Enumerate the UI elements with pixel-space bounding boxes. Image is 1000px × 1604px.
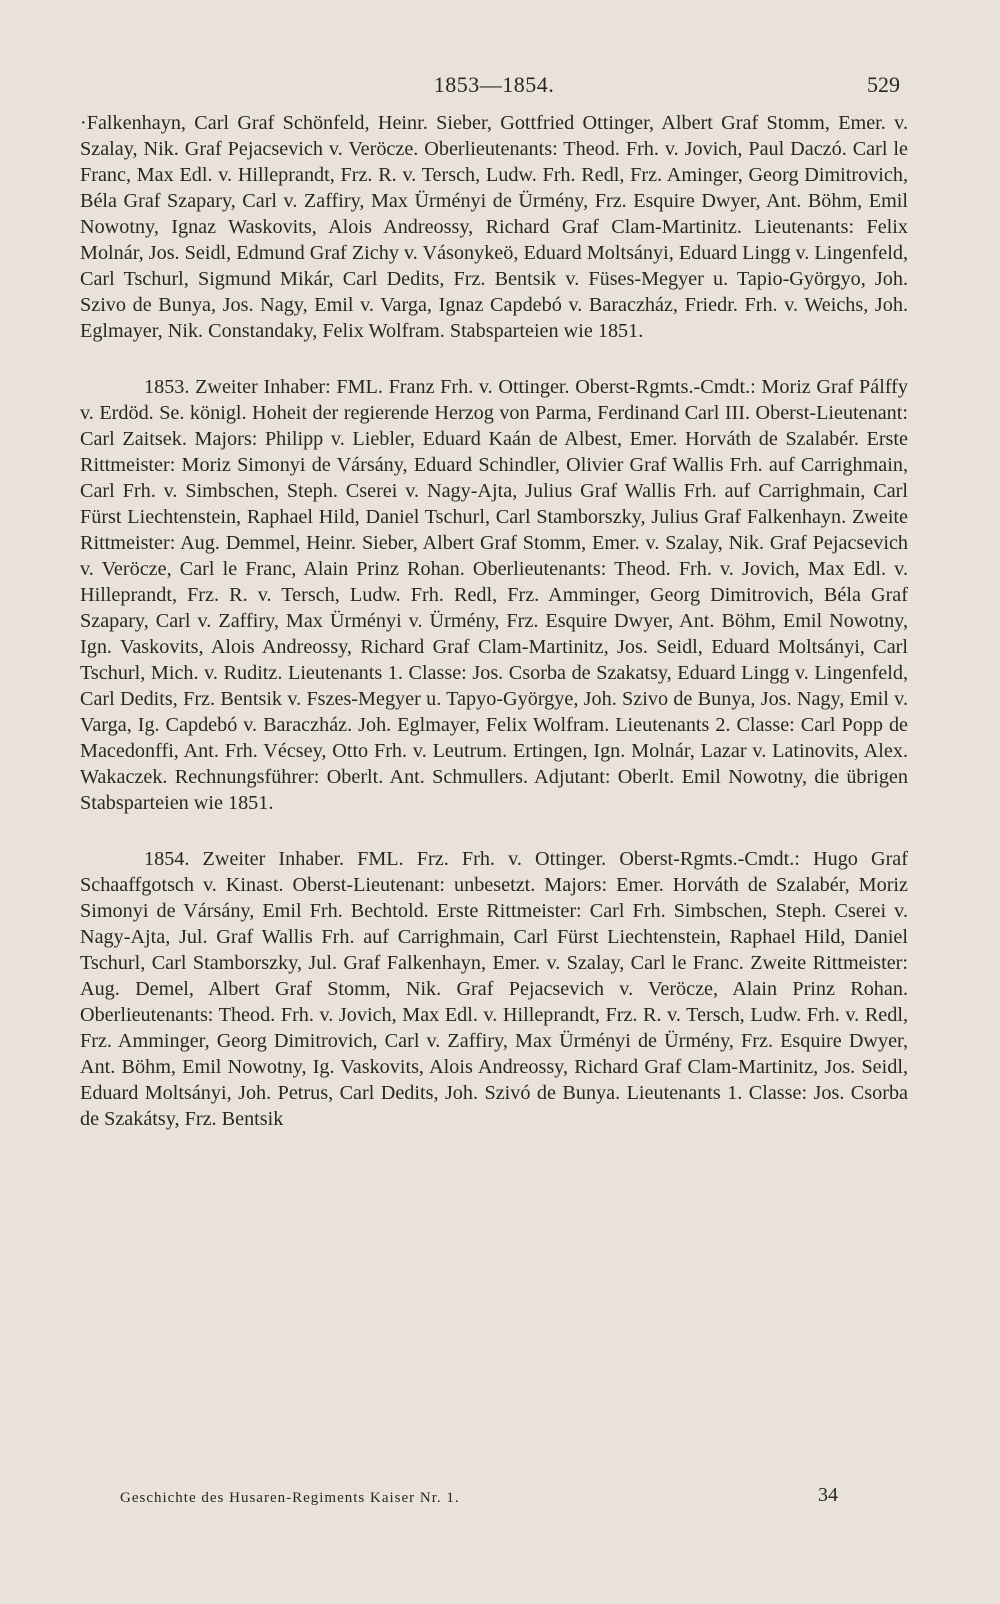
footer-source-line: Geschichte des Husaren-Regiments Kaiser Nr. 1. bbox=[120, 1490, 460, 1506]
running-head-years: 1853—1854. bbox=[433, 72, 555, 97]
page-number: 529 bbox=[867, 72, 900, 97]
paragraph-continuation bbox=[80, 110, 908, 344]
paragraph-1853 bbox=[80, 374, 908, 816]
paragraph-1854 bbox=[80, 846, 908, 1132]
page-footer bbox=[120, 1484, 908, 1524]
signature-mark: 34 bbox=[818, 1484, 838, 1506]
paragraph-text: 1854. Zweiter Inhaber. FML. Frz. Frh. v. Ottinger. Oberst-Rgmts.-Cmdt.: Hugo Graf Schaaffgotsch v. Kinast. Oberst-Lieutenant: unbesetzt. Majors: Emer. Horváth de Szalabér, Moriz Simonyi de Vársány, Emil Frh. Bechtold. Erste Rittmeister: Carl Frh. Simbschen, Steph. Cserei v. Nagy-Ajta, Jul. Graf Wallis Frh. auf Carrighmain, Carl Fürst Liechtenstein, Raphael Hild, Daniel Tschurl, Carl Stamborszky, Jul. Graf Falkenhayn, Emer. v. Szalay, Carl le Franc. Zweite Rittmeister: Aug. Demel, Albert Graf Stomm, Nik. Graf Pejacsevich v. Veröcze, Alain Prinz Rohan. Oberlieutenants: Theod. Frh. v. Jovich, Max Edl. v. Hilleprandt, Frz. R. v. Tersch, Ludw. Frh. v. Redl, Frz. Amminger, Georg Dimitrovich, Carl v. Zaffiry, Max Ürményi de Ürmény, Frz. Esquire Dwyer, Ant. Böhm, Emil Nowotny, Ig. Vaskovits, Alois Andreossy, Richard Graf Clam-Martinitz, Jos. Seidl, Eduard Moltsányi, Joh. Petrus, Carl Dedits, Joh. Szivó de Bunya. Lieutenants 1. Classe: Jos. Csorba de Szakátsy, Frz. Bentsik bbox=[80, 848, 908, 1130]
paragraph-text: 1853. Zweiter Inhaber: FML. Franz Frh. v. Ottinger. Oberst-Rgmts.-Cmdt.: Moriz Graf Pálffy v. Erdöd. Se. königl. Hoheit der regierende Herzog von Parma, Ferdinand Carl III. Oberst-Lieutenant: Carl Zaitsek. Majors: Philipp v. Liebler, Eduard Kaán de Albest, Emer. Horváth de Szalabér. Erste Rittmeister: Moriz Simonyi de Vársány, Eduard Schindler, Olivier Graf Wallis Frh. auf Carrighmain, Carl Frh. v. Simbschen, Steph. Cserei v. Nagy-Ajta, Julius Graf Wallis Frh. auf Carrighmain, Carl Fürst Liechtenstein, Raphael Hild, Daniel Tschurl, Carl Stamborszky, Julius Graf Falkenhayn. Zweite Rittmeister: Aug. Demmel, Heinr. Sieber, Albert Graf Stomm, Emer. v. Szalay, Nik. Graf Pejacsevich v. Veröcze, Carl le Franc, Alain Prinz Rohan. Oberlieutenants: Theod. Frh. v. Jovich, Max Edl. v. Hilleprandt, Frz. R. v. Tersch, Ludw. Frh. Redl, Frz. Amminger, Georg Dimitrovich, Béla Graf Szapary, Carl v. Zaffiry, Max Ürményi v. Ürmény, Frz. Esquire Dwyer, Ant. Böhm, Emil Nowotny, Ign. Vaskovits, Alois Andreossy, Richard Graf Clam-Martinitz, Jos. Seidl, Eduard Moltsányi, Carl Tschurl, Mich. v. Ruditz. Lieutenants 1. Classe: Jos. Csorba de Szakatsy, Eduard Lingg v. Lingenfeld, Carl Dedits, Frz. Bentsik v. Fszes-Megyer u. Tapyo-Györgye, Joh. Szivo de Bunya, Jos. Nagy, Emil v. Varga, Ig. Capdebó v. Baraczház. Joh. Eglmayer, Felix Wolfram. Lieutenants 2. Classe: Carl Popp de Macedonffi, Ant. Frh. Vécsey, Otto Frh. v. Leutrum. Ertingen, Ign. Molnár, Lazar v. Latinovits, Alex. Wakaczek. Rechnungsführer: Oberlt. Ant. Schmullers. Adjutant: Oberlt. Emil Nowotny, die übrigen Stabsparteien wie 1851. bbox=[80, 376, 908, 814]
running-head bbox=[80, 68, 908, 104]
paragraph-text: ·Falkenhayn, Carl Graf Schönfeld, Heinr. Sieber, Gottfried Ottinger, Albert Graf Stomm, Emer. v. Szalay, Nik. Graf Pejacsevich v. Veröcze. Oberlieutenants: Theod. Frh. v. Jovich, Paul Daczó. Carl le Franc, Max Edl. v. Hilleprandt, Frz. R. v. Tersch, Ludw. Frh. Redl, Frz. Aminger, Georg Dimitrovich, Béla Graf Szapary, Carl v. Zaffiry, Max Ürményi de Ürmény, Frz. Esquire Dwyer, Ant. Böhm, Emil Nowotny, Ignaz Waskovits, Alois Andreossy, Richard Graf Clam-Martinitz. Lieutenants: Felix Molnár, Jos. Seidl, Edmund Graf Zichy v. Vásonykeö, Eduard Moltsányi, Eduard Lingg v. Lingenfeld, Carl Tschurl, Sigmund Mikár, Carl Dedits, Frz. Bentsik v. Füses-Megyer u. Tapio-Györgyo, Joh. Szivo de Bunya, Jos. Nagy, Emil v. Varga, Ignaz Capdebó v. Baraczház, Friedr. Frh. v. Weichs, Joh. Eglmayer, Nik. Constandaky, Felix Wolfram. Stabsparteien wie 1851. bbox=[80, 112, 908, 342]
